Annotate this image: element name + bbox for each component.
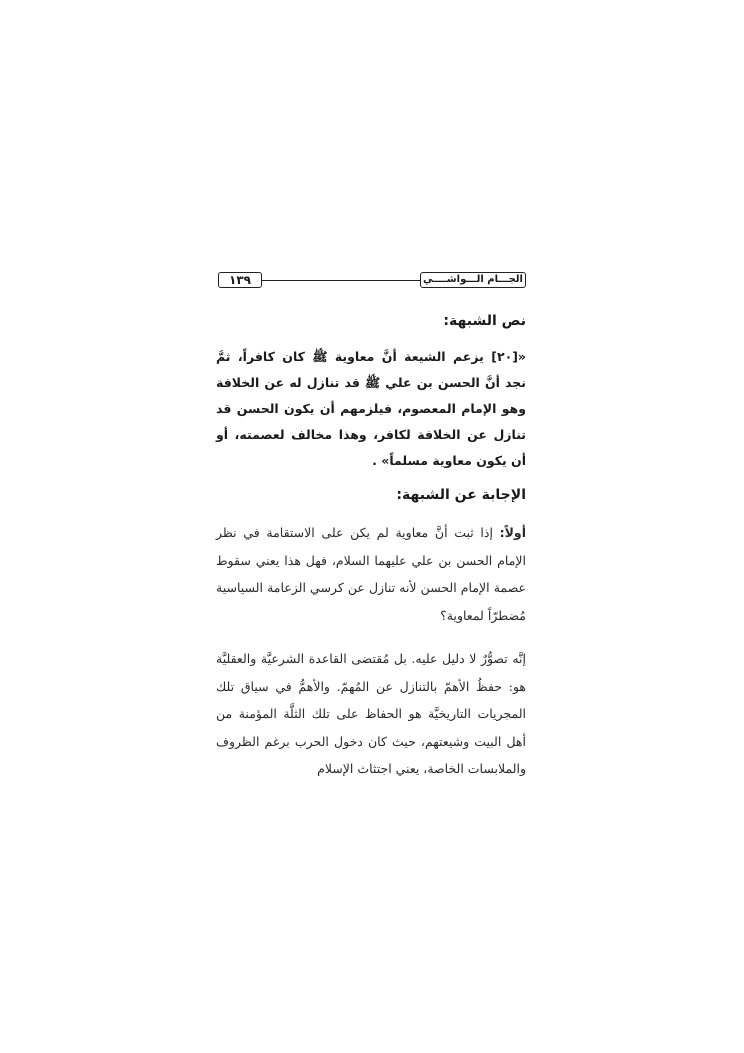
answer-paragraph-2: إنَّه تصوُّرٌ لا دليل عليه. بل مُقتضى القاعدة الشرعيَّة والعقليَّة هو: حفظُ الأهمّ بالتنازل عن المُهمّ. والأهمُّ في سياق تلك المجريات التاريخيَّة هو الحفاظ على تلك الثلَّة المؤمنة من أهل البيت وشيعتهم، حيث كان دخول الحرب برغم الظروف والملابسات الخاصة، يعني اجتثاث الإسلام — [216, 651, 526, 776]
paragraph-lead: أولاً: — [499, 525, 526, 540]
section-heading-text-of-doubt: نص الشبهة: — [443, 313, 526, 329]
paragraph-body: إذا ثبت أنَّ معاوية لم يكن على الاستقامة في نظر الإمام الحسن بن علي عليهما السلام، فهل هذا يعني سقوط عصمة الإمام الحسن لأنه تنازل عن كرسي الزعامة السياسية مُضطرّاً لمعاوية؟ — [216, 525, 526, 623]
answer-paragraph-1 — [216, 519, 526, 629]
section-heading-answer: الإجابة عن الشبهة: — [396, 487, 526, 503]
book-title: الجـــام الـــواشــــي — [420, 272, 526, 288]
page-number: ١٣٩ — [218, 272, 262, 288]
header-rule — [262, 280, 420, 281]
running-header — [218, 272, 526, 288]
doubt-quote: «[٢٠] يزعم الشيعة أنَّ معاوية ﷺ كان كافراً، ثمَّ نجد أنَّ الحسن بن علي ﷺ قد تنازل له عن الخلافة وهو الإمام المعصوم، فيلزمهم أن يكون الحسن قد تنازل عن الخلافة لكافر، وهذا مخالف لعصمته، أو أن يكون معاوية مسلماً» . — [216, 349, 526, 468]
